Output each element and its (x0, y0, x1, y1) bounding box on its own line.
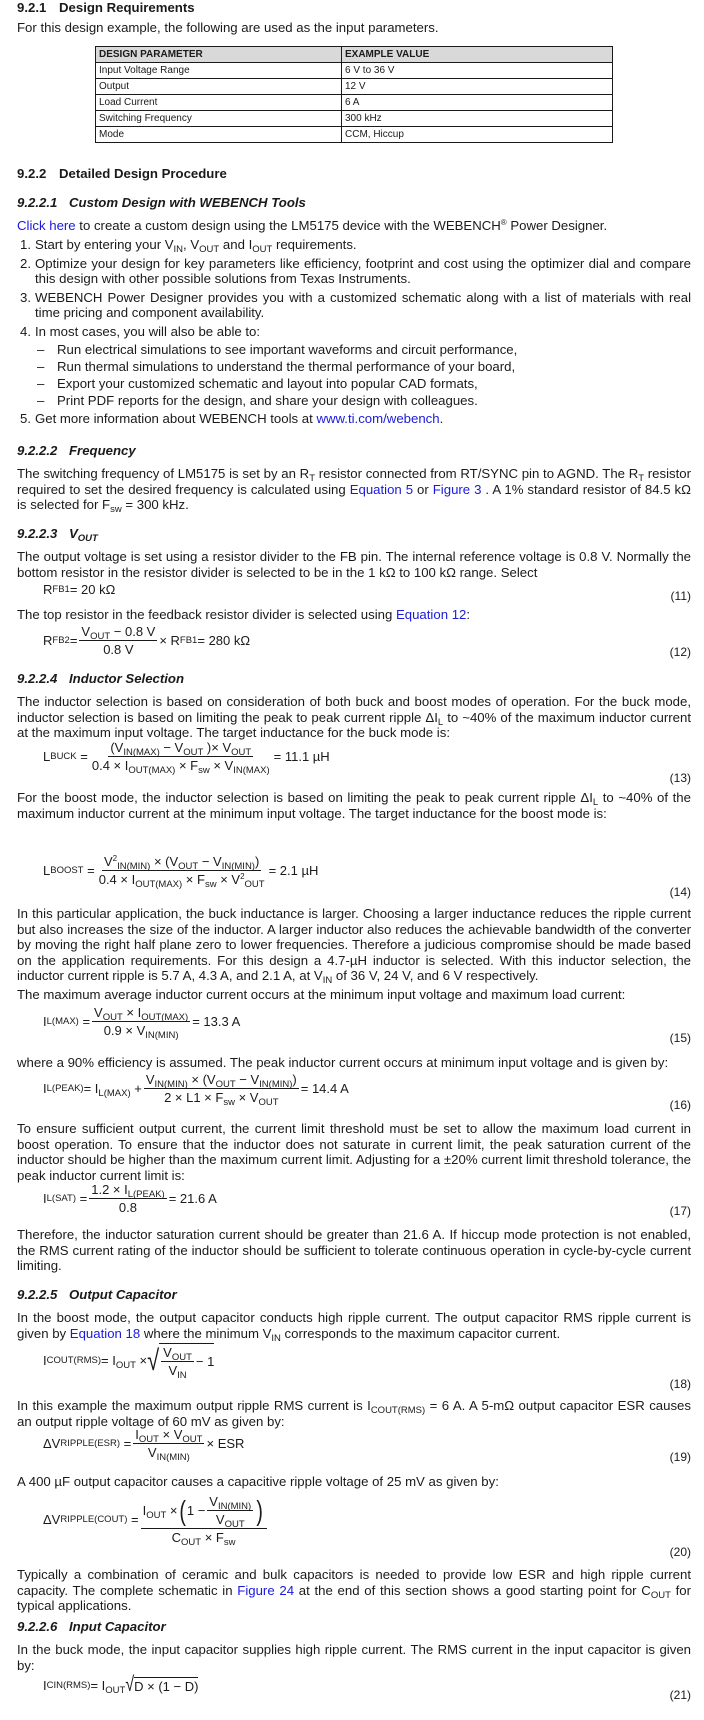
output-capacitor-paragraph-2: In this example the maximum output ripple RMS current is $I_{COUT(RMS)} = 6$ A. A 5-mΩ output capacitor ESR causes an output ripple voltage of 60 mV as given by: (17, 1398, 691, 1429)
equation-12-link[interactable]: Equation 12 (395, 607, 467, 622)
webench-capabilities-list (17, 341, 691, 409)
inductor-paragraph-7: Therefore, the inductor saturation current should be greater than 21.6 A. If hiccup mode protection is not enabled, the RMS current rating of the inductor should be sufficient to tolerate continuous operation in cycle-by-cycle current limiting. (17, 1227, 691, 1273)
table-row (96, 111, 613, 127)
equation-11: R FB1 = 20 kΩ (43, 582, 116, 597)
section-heading-input-capacitor: 9.2.2.6 Input Capacitor (17, 1619, 166, 1634)
equation-number: (12) (669, 645, 691, 659)
section-heading-frequency: 9.2.2.2 Frequency (17, 443, 136, 458)
vout-paragraph: The output voltage is set using a resistor divider to the FB pin. The internal reference voltage is 0.8 V. Normally the bottom resistor in the resistor divider is selected to be in the 1 kΩ to 100 kΩ range. Select (17, 549, 691, 580)
equation-number: (14) (669, 885, 691, 899)
equation-number: (17) (669, 1204, 691, 1218)
output-capacitor-paragraph-4: Typically a combination of ceramic and bulk capacitors is needed to provide low ESR and high ripple current capacity. The complete schematic in Figure 24 at the end of this section shows a good starting point for $C_{OUT}$ for typical applications. (17, 1567, 691, 1613)
fraction: $\frac{V_{OUT}}{V_{IN}}$ (163, 1345, 192, 1381)
fraction: $\frac{V^2_{IN(MIN)} \times (V_{OUT} - V_{IN(MIN)})}{0.4 \times I_{OUT(MAX)} \times F_{sw} \times V^2_{OUT}}$ (98, 854, 265, 890)
inductor-paragraph-5: where a 90% efficiency is assumed. The peak inductor current occurs at minimum input voltage and is given by: (17, 1055, 669, 1070)
equation-number: (19) (669, 1450, 691, 1464)
figure-24-link[interactable]: Figure 24 (237, 1582, 295, 1598)
equation-20: ΔV RIPPLE(COUT) = $I_{OUT}$ × ( 1 − $\frac{V_{IN(MIN)}}{V_{OUT}}$ ) $C_{OUT} \times F_{sw}$ (43, 1494, 269, 1545)
click-here-link[interactable]: Click here (17, 218, 76, 233)
square-root: √ D × (1 − D) (125, 1673, 199, 1696)
webench-intro: Click here to create a custom design using the LM5175 device with the WEBENCH® Power Designer. (17, 218, 608, 233)
input-capacitor-paragraph: In the buck mode, the input capacitor supplies high ripple current. The RMS current in the input capacitor is given by: (17, 1642, 691, 1673)
inductor-paragraph-2: For the boost mode, the inductor selection is based on limiting the peak to peak current ripple $\Delta I_L$ to ~40% of the maximum inductor current at the minimum input voltage. The target inductance for the boost mode is: (17, 790, 691, 821)
section-heading-output-capacitor: 9.2.2.5 Output Capacitor (17, 1287, 177, 1302)
inductor-paragraph-6: To ensure sufficient output current, the current limit threshold must be set to allow the maximum load current in boost operation. To ensure that the inductor does not saturate in current limit, the peak saturation current of the inductor should be higher than the maximum current limit. Adjusting for a ±20% current limit threshold tolerance, the peak inductor current limit is: (17, 1121, 691, 1183)
list-item: 4. In most cases, you will also be able to: – Run electrical simulations to see important waveforms and circuit performance, – Run thermal simulations to understand the thermal performance of your board, – Export your customized schematic and layout into popular CAD formats, – Print PDF reports for the design, and share your design with colleagues. (17, 324, 691, 410)
design-requirements-table (95, 46, 613, 143)
value-cell: 6 V to 36 V (342, 63, 613, 79)
equation-14: L BOOST = $\frac{V^2_{IN(MIN)} \times (V_{OUT} - V_{IN(MIN)})}{0.4 \times I_{OUT(MAX)} \times F_{sw} \times V^2_{OUT}}$ = 2.1 µH (43, 854, 319, 890)
value-cell: 12 V (342, 79, 613, 95)
equation-17: I L(SAT) = $\frac{1.2 \times I_{L(PEAK)}}{0.8}$ = 21.6 A (43, 1182, 217, 1215)
fraction: $\frac{V_{IN(MIN)} \times (V_{OUT} - V_{IN(MIN)})}{2 \times L1 \times F_{sw} \times V_{OUT}}$ (145, 1072, 297, 1108)
equation-18-link[interactable]: Equation 18 (69, 1325, 141, 1341)
column-header: DESIGN PARAMETER (96, 47, 342, 63)
list-item: 5. Get more information about WEBENCH tools at www.ti.com/webench. (20, 411, 444, 426)
section-heading-webench: 9.2.2.1 Custom Design with WEBENCH Tools (17, 195, 306, 210)
table-row (96, 79, 613, 95)
section-heading-design-requirements: 9.2.1 Design Requirements (17, 0, 195, 15)
design-requirements-intro: For this design example, the following are used as the input parameters. (17, 20, 439, 35)
square-root: √ $\frac{V_{OUT}}{V_{IN}}$ − 1 (147, 1343, 215, 1381)
fraction: $I_{OUT}$ × ( 1 − $\frac{V_{IN(MIN)}}{V_{OUT}}$ ) $C_{OUT} \times F_{sw}$ (141, 1494, 267, 1545)
value-cell: 6 A (342, 95, 613, 111)
list-item: – Run thermal simulations to understand the thermal performance of your board, (17, 358, 691, 375)
equation-18: I COUT(RMS) = $I_{OUT}$ × √ $\frac{V_{OUT}}{V_{IN}}$ − 1 (43, 1343, 215, 1381)
fraction: $\frac{V_{OUT} \times I_{OUT(MAX)}}{0.9 \times V_{IN(MIN)}}$ (94, 1005, 189, 1041)
equation-number: (16) (669, 1098, 691, 1112)
inductor-paragraph-4: The maximum average inductor current occurs at the minimum input voltage and maximum load current: (17, 987, 626, 1002)
parameter-cell: Mode (96, 127, 342, 143)
equation-21: I CIN(RMS) = $I_{OUT}$ √ D × (1 − D) (43, 1673, 199, 1696)
list-item: 1. Start by entering your $V_{IN}$, $V_{OUT}$ and $I_{OUT}$ requirements. (20, 237, 357, 255)
list-item: 2. Optimize your design for key parameters like efficiency, footprint and cost using the optimizer dial and compare this design with other possible solutions from Texas Instruments. (20, 255, 691, 286)
inductor-paragraph-3: In this particular application, the buck inductance is larger. Choosing a larger inductance reduces the ripple current but also increases the size of the inductor. A larger inductor also reduces the achievable bandwidth of the converter by moving the right half plane zero to lower frequencies. Therefore a judicious compromise should be made based on the application requirements. For this design a 4.7-µH inductor is selected. With this inductor selection, the inductor current ripple is 5.7 A, 4.3 A, and 2.1 A, at $V_{IN}$ of 36 V, 24 V, and 6 V respectively. (17, 906, 691, 986)
parameter-cell: Output (96, 79, 342, 95)
webench-steps-list (17, 237, 691, 427)
output-capacitor-paragraph-3: A 400 µF output capacitor causes a capacitive ripple voltage of 25 mV as given by: (17, 1474, 499, 1489)
column-header: EXAMPLE VALUE (342, 47, 613, 63)
equation-15: I L(MAX) = $\frac{V_{OUT} \times I_{OUT(MAX)}}{0.9 \times V_{IN(MIN)}}$ = 13.3 A (43, 1005, 241, 1041)
parameter-cell: Switching Frequency (96, 111, 342, 127)
equation-12: R FB2 = $\frac{V_{OUT} - 0.8 V}{0.8 V}$ × R FB1 = 280 kΩ (43, 624, 251, 657)
equation-16: I L(PEAK) = $I_{L(MAX)}$ + $\frac{V_{IN(MIN)} \times (V_{OUT} - V_{IN(MIN)})}{2 \times L1 \times F_{sw} \times V_{OUT}}$ = 14.4 A (43, 1072, 349, 1108)
fraction: $\frac{I_{OUT} \times V_{OUT}}{V_{IN(MIN)}}$ (135, 1427, 203, 1463)
table-row (96, 95, 613, 111)
fraction: $\frac{V_{IN(MIN)}}{V_{OUT}}$ (209, 1494, 252, 1530)
equation-number: (11) (670, 589, 691, 603)
equation-5-link[interactable]: Equation 5 (349, 481, 414, 497)
fraction: $\frac{V_{OUT} - 0.8 V}{0.8 V}$ (81, 624, 156, 657)
equation-13: L BUCK = $\frac{(V_{IN(MAX)} - V_{OUT} )\times V_{OUT}}{0.4 \times I_{OUT(MAX)} \times F_{sw} \times V_{IN(MAX)}}$ = 11.1 µH (43, 740, 330, 776)
equation-number: (20) (669, 1545, 691, 1559)
feedback-paragraph: The top resistor in the feedback resistor divider is selected using Equation 12: (17, 607, 471, 622)
list-item: 3. WEBENCH Power Designer provides you with a customized schematic along with a list of materials with real time pricing and component availability. (20, 289, 691, 320)
equation-number: (13) (669, 771, 691, 785)
table-row (96, 127, 613, 143)
figure-3-link[interactable]: Figure 3 (432, 481, 482, 497)
section-heading-inductor: 9.2.2.4 Inductor Selection (17, 671, 185, 686)
equation-number: (15) (669, 1031, 691, 1045)
value-cell: 300 kHz (342, 111, 613, 127)
fraction: $\frac{1.2 \times I_{L(PEAK)}}{0.8}$ (91, 1182, 165, 1215)
list-item: – Export your customized schematic and layout into popular CAD formats, (17, 375, 691, 392)
equation-19: ΔV RIPPLE(ESR) = $\frac{I_{OUT} \times V_{OUT}}{V_{IN(MIN)}}$ × ESR (43, 1427, 245, 1463)
list-item: – Run electrical simulations to see important waveforms and circuit performance, (17, 341, 691, 358)
section-heading-detailed-design: 9.2.2 Detailed Design Procedure (17, 166, 227, 181)
list-item: – Print PDF reports for the design, and share your design with colleagues. (17, 392, 691, 409)
table-row (96, 63, 613, 79)
parameter-cell: Load Current (96, 95, 342, 111)
webench-url-link[interactable]: www.ti.com/webench (316, 411, 440, 426)
table-header-row (96, 47, 613, 63)
equation-number: (21) (669, 1688, 691, 1702)
inductor-paragraph-1: The inductor selection is based on consideration of both buck and boost modes of operation. For the buck mode, inductor selection is based on limiting the peak to peak current ripple $\Delta I_L$ to ~40% of the maximum inductor current at the maximum input voltage. The target inductance for the buck mode is: (17, 694, 691, 740)
value-cell: CCM, Hiccup (342, 127, 613, 143)
parameter-cell: Input Voltage Range (96, 63, 342, 79)
fraction: $\frac{(V_{IN(MAX)} - V_{OUT} )\times V_{OUT}}{0.4 \times I_{OUT(MAX)} \times F_{sw} \times V_{IN(MAX)}}$ (91, 740, 270, 776)
section-heading-vout: 9.2.2.3 $V_{OUT}$ (17, 526, 98, 544)
output-capacitor-paragraph-1: In the boost mode, the output capacitor conducts high ripple current. The output capacitor RMS ripple current is given by Equation 18 where the minimum $V_{IN}$ corresponds to the maximum capacitor current. (17, 1310, 691, 1344)
equation-number: (18) (669, 1377, 691, 1391)
frequency-paragraph: The switching frequency of LM5175 is set by an $R_T$ resistor connected from RT/SYNC pin to AGND. The $R_T$ resistor required to set the desired frequency is calculated using Equation 5 or Figure 3 . A 1% standard resistor of 84.5 kΩ is selected for $F_{sw} = 300$ kHz. (17, 466, 691, 515)
